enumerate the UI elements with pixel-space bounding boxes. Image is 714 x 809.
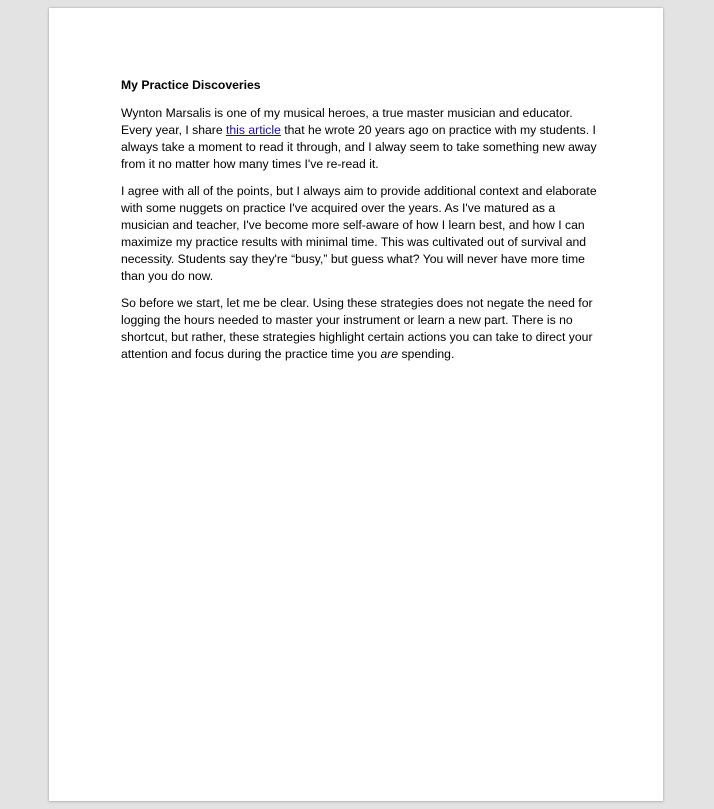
- article-link[interactable]: this article: [226, 123, 281, 137]
- document-body: [121, 77, 601, 373]
- paragraph-2: I agree with all of the points, but I always aim to provide additional context and elaborate with some nuggets on practice I've acquired over the years. As I've matured as a musician and teacher, I've become more self-aware of how I learn best, and how I can maximize my practice results with minimal time. This was cultivated out of survival and necessity. Students say they're “busy,” but guess what? You will never have more time than you do now.: [121, 184, 597, 283]
- paragraph-3-text-end: spending.: [398, 347, 455, 361]
- paragraph-3-emphasis: are: [380, 347, 399, 361]
- paragraph-1: [121, 105, 601, 173]
- paragraph-1-text-end: that he wrote 20 years ago on practice with my students. I always take a moment to read it through, and I alway seem to take something new away from it no matter how many times I've re-read it.: [121, 123, 597, 171]
- document-page: [49, 8, 663, 801]
- paragraph-3: [121, 295, 601, 363]
- document-title: My Practice Discoveries: [121, 78, 261, 92]
- paragraph-3-text-start: So before we start, let me be clear. Using these strategies does not negate the need for logging the hours needed to master your instrument or learn a new part. There is no shortcut, but rather, these strategies highlight certain actions you can take to direct your attention and focus during the practice time you: [121, 296, 593, 361]
- paragraph-1-text-start: Wynton Marsalis is one of my musical heroes, a true master musician and educator. Every year, I share: [121, 106, 573, 137]
